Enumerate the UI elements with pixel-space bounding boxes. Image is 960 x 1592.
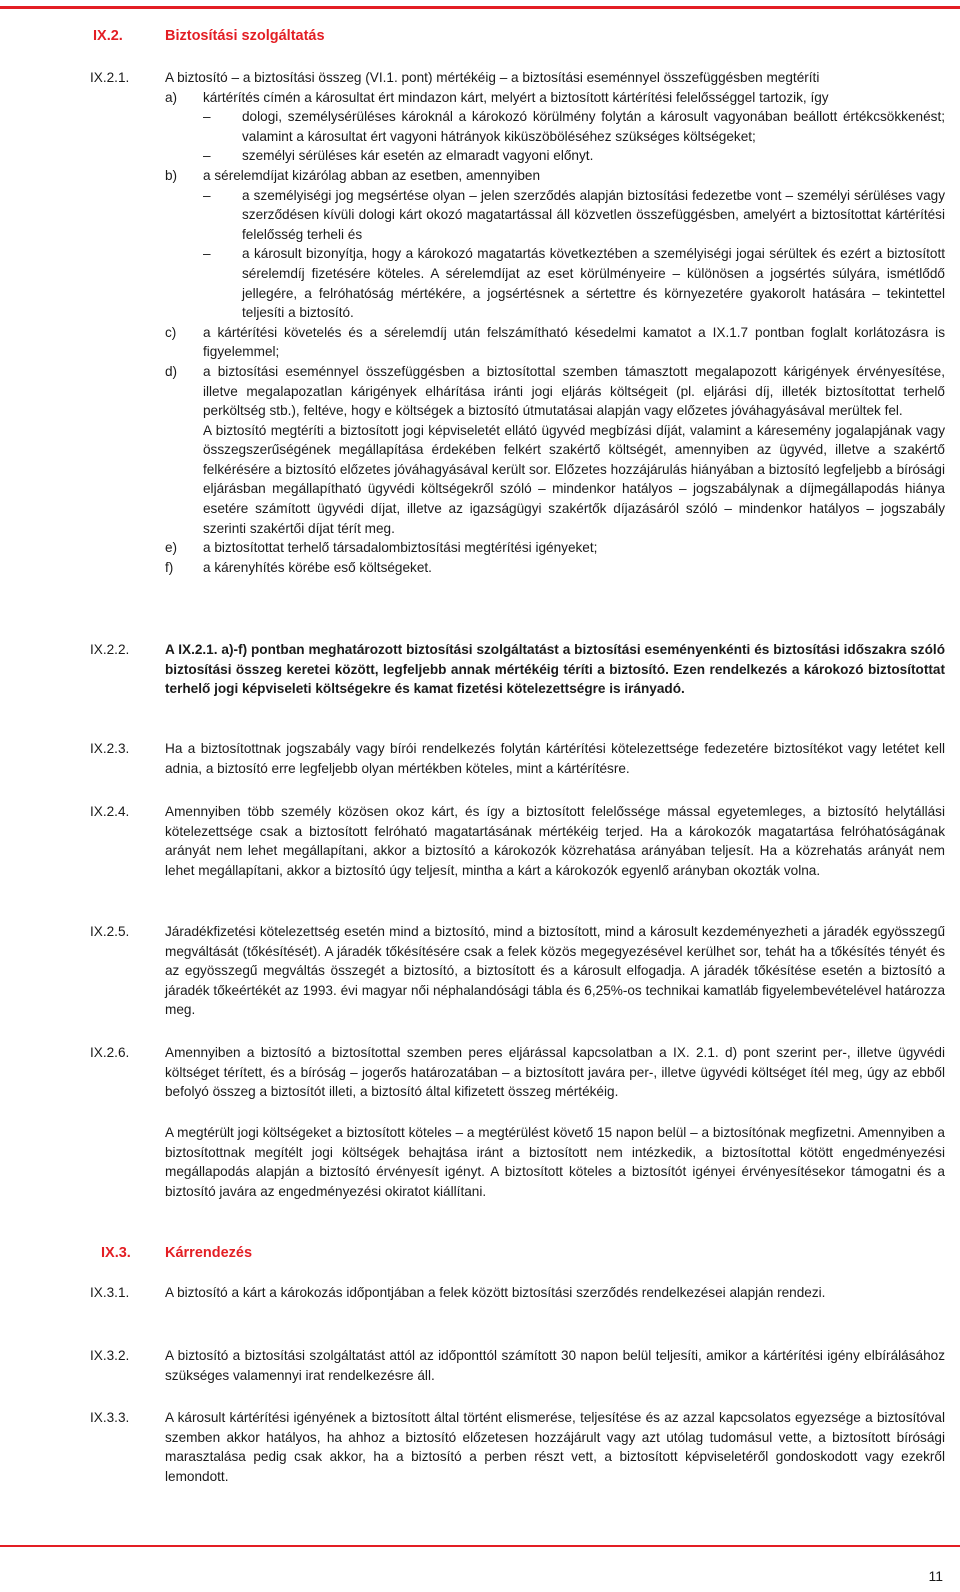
dash-item: – személyi sérüléses kár esetén az elmaradt vagyoni előnyt. — [165, 146, 945, 166]
list-text: a kártérítési követelés és a sérelemdíj után felszámítható késedelmi kamatot a IX.1.7 pontban foglalt korlátozásra is figyelemmel; — [203, 324, 945, 360]
item-text-continued: A megtérült jogi költségeket a biztosított köteles – a megtérülést követő 15 napon belül – a biztosítónak megfizetni. Amennyiben a biztosítottnak megítélt jogi költségek behajtása iránt a biztosított nem intézkedik, a biztosítottal kötött engedményezési megállapodás alapján a biztosító érvényesít igényt. A biztosított köteles a biztosítót igényei érvényesítésekor támogatni és a biztosító javára az engedményezési okiratot kiállítani. — [165, 1125, 945, 1199]
page-number: 11 — [928, 1568, 943, 1584]
section-title: Biztosítási szolgáltatás — [165, 28, 325, 44]
item-text: Amennyiben több személy közösen okoz kárt, és így a biztosított felelőssége mással egyetemleges, a biztosító helytállási kötelezettsége csak a biztosított felróható magatartásának mértékéig terjed. Ha a károkozók magatartása felróhatóságának arányát nem lehet megállapítani, akkor a biztosító a károkozók közrehatása arányában teljesít. Ha a közrehatás arányát nem lehet megállapítani, akkor a biztosító úgy teljesít, mintha a kárt a károkozók egyenlő arányban okozták volna. — [165, 804, 945, 878]
item-number: IX.2.3. — [90, 741, 130, 756]
list-label: c) — [165, 324, 177, 340]
item-text: Amennyiben a biztosító a biztosítottal szemben peres eljárással kapcsolatban a IX. 2.1. d) pont szerint per-, illetve ügyvédi költséget térített, és a bíróság – jogerős határozatában – a biztosított javára per-, illetve ügyvédi költséget ítél meg, úgy az ebből befolyó összeg a biztosítót illeti, a biztosító által kifizetett összeg mértékéig. — [165, 1045, 945, 1100]
section-number: IX.3. — [101, 1245, 131, 1261]
item-intro: A biztosító – a biztosítási összeg (VI.1. pont) mértékéig – a biztosítási eseménnyel összefüggésben megtéríti — [165, 70, 820, 85]
item-text: A IX.2.1. a)-f) pontban meghatározott biztosítási szolgáltatást a biztosítási eseményenkénti és biztosítási időszakra szóló biztosítási összeg keretei között, legfeljebb annak mértékéig téríti a biztosító. Ezen rendelkezés a károkozó biztosítottat terhelő jogi képviseleti költségekre és kamat fizetési kötelezettségre is irányadó. — [165, 642, 945, 697]
bottom-red-rule — [0, 1545, 960, 1547]
list-item — [165, 88, 945, 108]
item-number: IX.3.2. — [90, 1348, 130, 1363]
item-number: IX.2.1. — [90, 70, 130, 85]
dash-text: dologi, személysérüléses károknál a károkozó körülmény folytán a károsult vagyonában beállott értékcsökkenést; valamint a károsultat ért vagyoni hátrányok kiküszöböléséhez szükséges költségeket; — [242, 109, 945, 144]
item-number: IX.3.3. — [90, 1410, 130, 1425]
list-item — [165, 538, 945, 558]
item-body — [165, 68, 945, 577]
item-text: Ha a biztosítottnak jogszabály vagy bírói rendelkezés folytán kártérítési kötelezettsége fedezetére biztosítékot vagy letétet kell adnia, a biztosító erre legfeljebb olyan mértékben köteles, mint a kártérítésre. — [165, 741, 945, 776]
dash-text: személyi sérüléses kár esetén az elmaradt vagyoni előnyt. — [242, 148, 594, 164]
list-label: e) — [165, 540, 178, 556]
list-label: f) — [165, 559, 174, 575]
dash-item: – dologi, személysérüléses károknál a károkozó körülmény folytán a károsult vagyonában beállott értékcsökkenést; valamint a károsultat ért vagyoni hátrányok kiküszöböléséhez szükséges költségeket; — [165, 107, 945, 146]
list-item — [165, 362, 945, 421]
top-red-rule — [0, 6, 960, 9]
list-text: kártérítés címén a károsultat ért mindazon kárt, melyért a biztosított kártérítési felelősséggel tartozik, így — [203, 89, 829, 105]
item-text: Járadékfizetési kötelezettség esetén mind a biztosító, mind a biztosított, mind a károsult kezdeményezheti a járadék egyösszegű megváltását (tőkésítését). A járadék tőkésítésére csak a felek közös megegyezésével kerülhet sor, tehát ha a tőkésítés tényét és az egyösszegű megváltás összegét a biztosító, a biztosított és a károsult elfogadja. A járadék tőkésítése esetén a biztosító a járadék tőkeértékét az 1993. évi magyar női néphalandósági tábla és 6,25%-os technikai kamatláb figyelembevételével határozza meg. — [165, 924, 945, 1018]
list-label: d) — [165, 363, 178, 379]
section-title: Kárrendezés — [165, 1245, 253, 1261]
dash-text: a károsult bizonyítja, hogy a károkozó magatartás következtében a személyiségi jogai sérültek és ezért a biztosított sérelemdíj fizetésére köteles. A sérelemdíjat az eset körülményeire – különösen a jogsértés súlyára, ismétlődő jellegére, a felróhatóság mértékére, a jogsértésnek a sértettre és környezetére gyakorolt hatására – tekintettel teljesíti a biztosító. — [242, 246, 945, 321]
list-item — [165, 166, 945, 186]
item-number: IX.2.2. — [90, 642, 130, 657]
item-number: IX.3.1. — [90, 1285, 130, 1300]
list-label: a) — [165, 89, 178, 105]
list-item — [165, 558, 945, 578]
item-text: A károsult kártérítési igényének a biztosított által történt elismerése, teljesítése és az azzal kapcsolatos egyezsége a biztosítóval szemben akkor hatályos, ha ahhoz a biztosító előzetesen hozzájárult vagy azt utólag tudomásul vette, a biztosított bírósági marasztalása pedig csak akkor, ha a biztosító a perben részt vett, a biztosított képviseletéről gondoskodott vagy ezekről lemondott. — [165, 1410, 945, 1484]
list-text: a biztosítottat terhelő társadalombiztosítási megtérítési igényeket; — [203, 540, 598, 556]
list-text: a kárenyhítés körébe eső költségeket. — [203, 559, 432, 575]
item-number: IX.2.4. — [90, 804, 130, 819]
item-number: IX.2.5. — [90, 924, 130, 939]
list-item-continued — [165, 421, 945, 539]
section-number: IX.2. — [93, 28, 123, 44]
list-label: b) — [165, 167, 178, 183]
list-item — [165, 323, 945, 362]
list-text: A biztosító megtéríti a biztosított jogi képviseletét ellátó ügyvéd megbízási díját, valamint a káresemény jogalapjának vagy összegszerűségének megállapítása érdekében felkért szakértő költségét, amennyiben az ügyvéd, illetve a szakértő felkérésére a biztosító előzetes jóváhagyásával került sor. Előzetes hozzájárulás hiányában a biztosító legfeljebb a bírósági eljárásban megállapítható ügyvédi költségekről szóló – mindenkor hatályos – jogszabálynak a díjmegállapodás hiánya esetére számított ügyvédi díjat, illetve az igazságügyi szakértők díjazásáról szóló – mindenkor hatályos – jogszabály szerinti szakértői díjat térít meg. — [203, 422, 945, 536]
dash-item: – a károsult bizonyítja, hogy a károkozó magatartás következtében a személyiségi jogai sérültek és ezért a biztosított sérelemdíj fizetésére köteles. A sérelemdíjat az eset körülményeire – különösen a jogsértés súlyára, ismétlődő jellegére, a felróhatóság mértékére, a jogsértésnek a sértettre és környezetére gyakorolt hatására – tekintettel teljesíti a biztosító. — [165, 244, 945, 322]
dash-item: – a személyiségi jog megsértése olyan – jelen szerződés alapján biztosítási fedezetbe vont – személyi sérüléses vagy szerződésen kívüli dologi kárt okozó magatartással áll közvetlen összefüggésben, amelyért a biztosítottat kártérítési felelősség terheli és — [165, 186, 945, 245]
list-text: a sérelemdíjat kizárólag abban az esetben, amennyiben — [203, 167, 541, 183]
item-text: A biztosító a kárt a károkozás időpontjában a felek között biztosítási szerződés rendelkezései alapján rendezi. — [165, 1285, 826, 1300]
item-text: A biztosító a biztosítási szolgáltatást attól az időponttól számított 30 napon belül teljesíti, amikor a kártérítési igény elbírálásához szükséges valamennyi irat rendelkezésre áll. — [165, 1348, 945, 1383]
dash-text: a személyiségi jog megsértése olyan – jelen szerződés alapján biztosítási fedezetbe vont – személyi sérüléses vagy szerződésen kívüli dologi kárt okozó magatartással áll közvetlen összefüggésben, amelyért a biztosítottat kártérítési felelősség terheli és — [242, 187, 945, 242]
list-text: a biztosítási eseménnyel összefüggésben a biztosítottal szemben támasztott megalapozott kárigények érvényesítése, illetve megalapozatlan kárigények elhárítása iránti jogi eljárás költségeit (pl. eljárási díj, illeték biztosítottat terhelő perköltség stb.), feltéve, hogy e költségek a biztosító útmutatásai alapján vagy előzetes jóváhagyásával merültek fel. — [203, 363, 945, 419]
item-number: IX.2.6. — [90, 1045, 130, 1060]
